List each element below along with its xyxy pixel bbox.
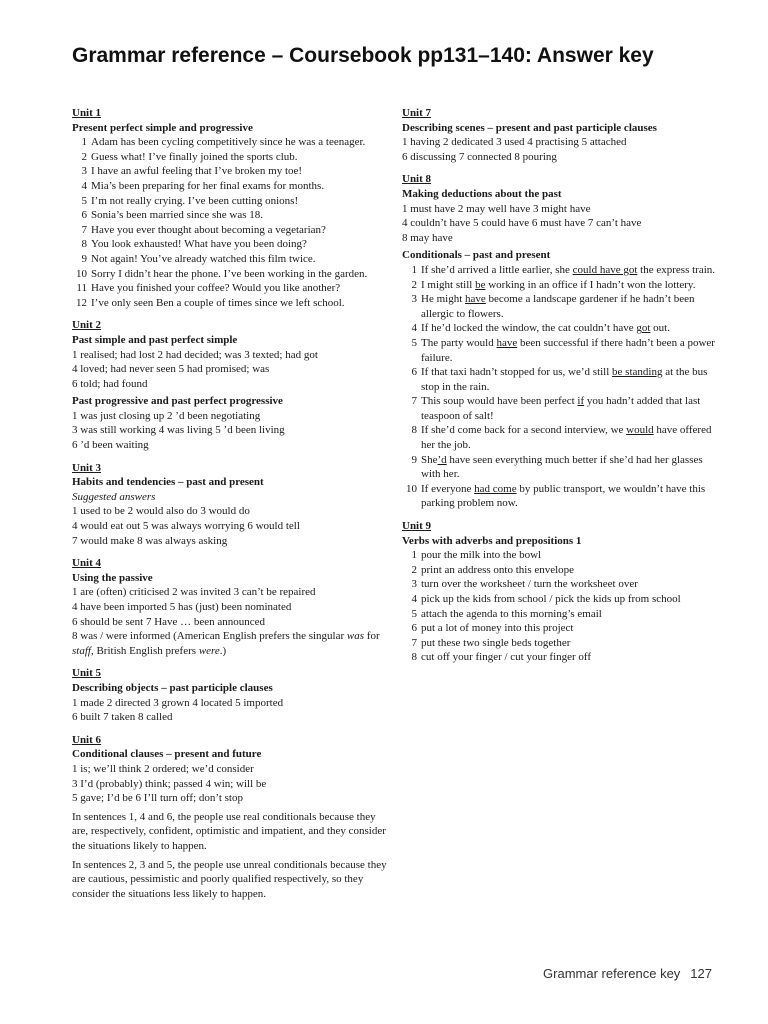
section-title: Past simple and past perfect simple: [72, 333, 238, 346]
item-text: print an address onto this envelope: [421, 563, 575, 576]
list-item: [72, 179, 390, 194]
list-item: [402, 548, 722, 563]
unit-heading: Unit 7: [402, 107, 432, 119]
item-number: 8: [81, 238, 87, 251]
page-title: Grammar reference – Coursebook pp131–140: Answer key: [72, 44, 654, 67]
unit-heading: Unit 9: [402, 520, 432, 533]
unit-4: [72, 556, 390, 658]
item-number: 9: [411, 453, 417, 466]
unit-7: [402, 106, 722, 164]
item-text: Have you ever thought about becoming a vegetarian?: [91, 223, 326, 236]
item-text: The party would have been successful if there hadn’t been a power failure.: [421, 336, 715, 364]
unit-2: [72, 318, 390, 452]
item-number: 3: [411, 578, 417, 591]
italic-word: was: [346, 630, 365, 643]
left-column: [72, 106, 390, 901]
item-number: 6: [411, 622, 417, 635]
explanation-paragraph: In sentences 2, 3 and 5, the people use unreal conditionals because they are cautious, pessimistic and poorly qualified respectively, so they consider the situations less likely to happen.: [72, 858, 387, 900]
section-note: Suggested answers: [72, 490, 156, 503]
item-text: If she’d arrived a little earlier, she could have got the express train.: [421, 263, 716, 276]
item-text: attach the agenda to this morning’s email: [421, 607, 602, 620]
underlined-answer: if: [577, 395, 585, 408]
unit-heading: Unit 6: [72, 733, 102, 746]
section: [72, 475, 390, 548]
underlined-answer: had come: [474, 482, 517, 495]
list-item: [402, 365, 722, 394]
item-text: He might have become a landscape gardener if he hadn’t been allergic to flowers.: [421, 293, 695, 320]
item-text: Sorry I didn’t hear the phone. I’ve been working in the garden.: [91, 267, 368, 280]
unit-heading: Unit 8: [402, 173, 432, 186]
underlined-answer: have: [465, 293, 486, 306]
list-item: [402, 336, 722, 365]
list-item: [402, 453, 722, 482]
item-number: 4: [411, 593, 417, 605]
unit-heading: Unit 3: [72, 461, 102, 474]
unit-heading: Unit 2: [72, 319, 102, 332]
answer-line: 1 realised; had lost 2 had decided; was 3 texted; had got: [72, 348, 318, 361]
italic-word: were: [198, 644, 220, 657]
item-number: 7: [411, 395, 417, 408]
list-item: [402, 563, 722, 578]
explanation-paragraph: In sentences 1, 4 and 6, the people use real conditionals because they are, respectively, confident, optimistic and impatient, and they consider the situations likely to happen.: [72, 810, 386, 852]
item-text: I might still be working in an office if I hadn’t won the lottery.: [421, 278, 696, 291]
item-text: I have an awful feeling that I’ve broken my toe!: [91, 165, 303, 178]
unit-5: [72, 666, 390, 724]
item-text: put a lot of money into this project: [421, 622, 574, 635]
underlined-answer: ’d: [437, 453, 447, 466]
unit-6: [72, 733, 390, 902]
item-number: 5: [81, 194, 87, 207]
section-title: Habits and tendencies – past and present: [72, 476, 264, 489]
list-item: [72, 135, 390, 150]
answer-line: 4 couldn’t have 5 could have 6 must have 7 can’t have: [402, 217, 642, 230]
item-text: pick up the kids from school / pick the kids up from school: [421, 593, 681, 605]
unit-8: [402, 172, 722, 511]
item-number: 4: [81, 179, 87, 192]
item-text: If that taxi hadn’t stopped for us, we’d still be standing at the bus stop in the rain.: [421, 366, 708, 393]
item-text: This soup would have been perfect if you hadn’t added that last teaspoon of salt!: [421, 395, 701, 422]
item-text: turn over the worksheet / turn the worksheet over: [421, 578, 638, 591]
item-text: If he’d locked the window, the cat couldn’t have got out.: [421, 322, 670, 335]
section-title: Describing objects – past participle clauses: [72, 681, 273, 694]
unit-1: [72, 106, 390, 310]
item-text: If everyone had come by public transport, we wouldn’t have this parking problem now.: [421, 482, 706, 510]
list-item: [72, 267, 390, 282]
answer-line: 4 loved; had never seen 5 had promised; was: [72, 363, 270, 376]
section-title: Past progressive and past perfect progressive: [72, 395, 283, 408]
item-text: She’d have seen everything much better if she’d had her glasses with her.: [421, 453, 703, 481]
list-item: [72, 281, 390, 296]
list-item: [72, 194, 390, 209]
list-item: [402, 278, 722, 293]
list-item: [402, 607, 722, 622]
line-text: 8 was / were informed (American English prefers the singular: [72, 630, 347, 643]
answer-line: 1 made 2 directed 3 grown 4 located 5 imported: [72, 696, 284, 709]
list-item: [72, 164, 390, 179]
answer-line: 1 is; we’ll think 2 ordered; we’d consider: [72, 762, 254, 775]
item-text: Guess what! I’ve finally joined the sports club.: [91, 150, 298, 163]
list-item: [72, 223, 390, 238]
list-item: [402, 636, 722, 651]
item-text: cut off your finger / cut your finger off: [421, 651, 592, 664]
list-item: [402, 423, 722, 452]
item-text: put these two single beds together: [421, 636, 571, 649]
answer-line: 6 discussing 7 connected 8 pouring: [402, 150, 557, 163]
answer-line: 4 would eat out 5 was always worrying 6 would tell: [72, 520, 300, 533]
item-number: 2: [81, 150, 87, 163]
answer-line: 4 have been imported 5 has (just) been nominated: [72, 601, 292, 613]
item-number: 5: [411, 336, 417, 349]
list-item: [402, 263, 722, 278]
item-number: 11: [76, 282, 87, 295]
item-number: 3: [411, 293, 417, 306]
unit-9: [402, 519, 722, 665]
list-item: [402, 292, 722, 321]
underlined-answer: would: [626, 424, 654, 437]
answer-line-8: [72, 629, 390, 658]
section: [72, 571, 390, 659]
item-number: 1: [411, 549, 417, 562]
page-number: 127: [690, 966, 712, 981]
answer-line: 1 must have 2 may well have 3 might have: [402, 202, 591, 215]
underlined-answer: have: [496, 336, 518, 349]
item-number: 5: [411, 607, 417, 620]
answer-line: 7 would make 8 was always asking: [72, 534, 228, 547]
item-number: 2: [411, 278, 417, 291]
answer-list: [402, 263, 722, 511]
item-text: Mia’s been preparing for her final exams for months.: [91, 179, 325, 192]
answer-line: 1 having 2 dedicated 3 used 4 practising 5 attached: [402, 136, 627, 149]
item-number: 10: [76, 267, 87, 280]
line-text: for: [364, 630, 380, 643]
answer-list: [402, 548, 722, 665]
line-text: .): [219, 644, 227, 657]
list-item: [402, 577, 722, 592]
item-text: Sonia’s been married since she was 18.: [91, 209, 263, 222]
answer-line: 3 was still working 4 was living 5 ’d been living: [72, 424, 285, 437]
item-text: Adam has been cycling competitively since he was a teenager.: [91, 136, 366, 149]
item-text: Have you finished your coffee? Would you like another?: [91, 282, 341, 295]
footer-label: Grammar reference key: [543, 966, 681, 981]
section: [402, 248, 722, 511]
page-footer: [543, 966, 712, 981]
item-number: 8: [411, 651, 417, 664]
italic-word: staff: [72, 644, 91, 657]
item-number: 1: [411, 263, 417, 276]
unit-heading: Unit 1: [72, 107, 102, 119]
section: [72, 333, 390, 391]
section-title: Present perfect simple and progressive: [72, 121, 253, 134]
item-number: 6: [81, 209, 87, 222]
underlined-answer: be: [475, 278, 486, 291]
section-title: Conditionals – past and present: [402, 249, 551, 262]
section: [72, 394, 390, 452]
list-item: [72, 237, 390, 252]
section-title: Making deductions about the past: [402, 187, 562, 200]
list-item: [402, 621, 722, 636]
item-text: pour the milk into the bowl: [421, 549, 542, 562]
section-title: Describing scenes – present and past participle clauses: [402, 121, 657, 134]
unit-heading: Unit 5: [72, 667, 102, 680]
list-item: [72, 208, 390, 223]
section: [72, 681, 390, 725]
section-title: Using the passive: [72, 571, 153, 584]
section: [402, 121, 722, 165]
answer-line: 6 should be sent 7 Have … been announced: [72, 615, 266, 628]
answer-line: 1 are (often) criticised 2 was invited 3 can’t be repaired: [72, 586, 316, 599]
item-text: I’m not really crying. I’ve been cutting onions!: [91, 194, 299, 207]
item-text: I’ve only seen Ben a couple of times since we left school.: [91, 296, 345, 309]
answer-line: 6 ’d been waiting: [72, 439, 149, 452]
answer-line: 5 gave; I’d be 6 I’ll turn off; don’t stop: [72, 792, 243, 805]
unit-heading: Unit 4: [72, 557, 102, 570]
item-number: 7: [411, 636, 417, 649]
list-item: [402, 482, 722, 511]
answer-line: 3 I’d (probably) think; passed 4 win; will be: [72, 777, 267, 790]
item-number: 2: [411, 563, 417, 576]
item-number: 3: [81, 165, 87, 178]
list-item: [402, 650, 722, 665]
list-item: [72, 252, 390, 267]
underlined-answer: be standing: [612, 366, 663, 379]
answer-list: [72, 135, 390, 310]
item-number: 8: [411, 424, 417, 437]
list-item: [72, 150, 390, 165]
item-text: You look exhausted! What have you been doing?: [91, 238, 307, 251]
list-item: [402, 592, 722, 607]
item-number: 6: [411, 366, 417, 379]
item-text: Not again! You’ve already watched this film twice.: [91, 252, 316, 265]
section: [402, 187, 722, 245]
item-number: 7: [81, 223, 87, 236]
underlined-answer: could have got: [572, 263, 638, 276]
list-item: [402, 394, 722, 423]
list-item: [402, 321, 722, 336]
underlined-answer: got: [636, 322, 651, 335]
section: [72, 747, 390, 901]
item-number: 4: [411, 322, 417, 335]
answer-line: 1 used to be 2 would also do 3 would do: [72, 505, 250, 518]
item-number: 12: [76, 296, 87, 309]
section-title: Conditional clauses – present and future: [72, 748, 262, 761]
item-number: 10: [406, 482, 417, 495]
item-number: 9: [81, 252, 87, 265]
unit-3: [72, 461, 390, 549]
answer-line: 6 told; had found: [72, 377, 148, 390]
line-text: , British English prefers: [90, 644, 199, 657]
section: [72, 121, 390, 311]
answer-line: 8 may have: [402, 231, 453, 244]
list-item: [72, 296, 390, 311]
item-number: 1: [81, 136, 87, 149]
section: [402, 534, 722, 665]
item-text: If she’d come back for a second interview, we would have offered her the job.: [421, 424, 712, 452]
right-column: [402, 106, 722, 665]
section-title: Verbs with adverbs and prepositions 1: [402, 534, 582, 547]
answer-line: 6 built 7 taken 8 called: [72, 711, 173, 724]
answer-line: 1 was just closing up 2 ’d been negotiating: [72, 409, 261, 422]
